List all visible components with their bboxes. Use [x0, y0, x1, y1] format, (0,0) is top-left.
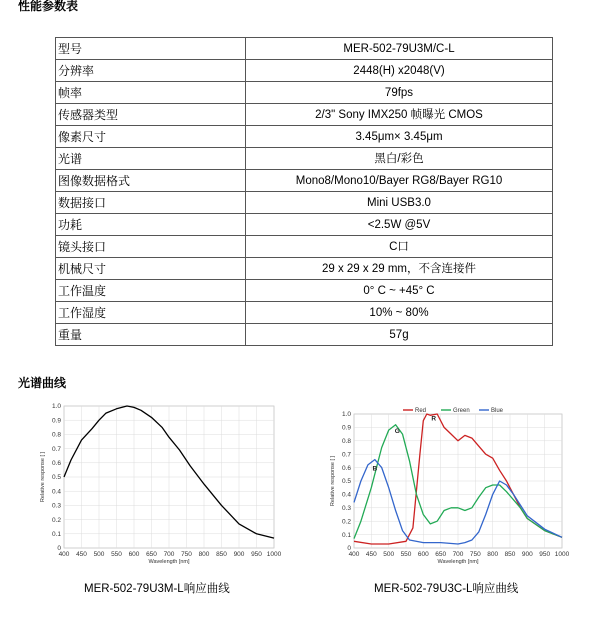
x-tick-label: 500 [93, 551, 105, 558]
spec-key: 机械尺寸 [56, 258, 246, 280]
x-tick-label: 850 [504, 551, 516, 558]
x-tick-label: 600 [417, 551, 429, 558]
y-tick-label: 1.0 [51, 403, 61, 411]
x-tick-label: 950 [251, 551, 262, 558]
y-tick-label: 0 [57, 545, 61, 553]
x-tick-label: 700 [163, 551, 175, 558]
legend-label: Green [453, 408, 470, 414]
color-chart-caption: MER-502-79U3C-L响应曲线 [374, 583, 519, 595]
spec-value: <2.5W @5V [246, 214, 553, 236]
y-tick-label: 0.9 [341, 424, 351, 432]
spec-row [56, 280, 553, 302]
y-tick-label: 0.4 [341, 491, 351, 499]
y-tick-label: 0.8 [51, 431, 61, 439]
mono-response-chart [40, 398, 282, 570]
x-tick-label: 600 [128, 551, 140, 558]
x-tick-label: 400 [348, 551, 360, 558]
spec-key: 工作湿度 [56, 302, 246, 324]
spec-value: 2448(H) x2048(V) [246, 60, 553, 82]
x-tick-label: 550 [400, 551, 412, 558]
spec-value: C口 [246, 236, 553, 258]
spec-row [56, 258, 553, 280]
spec-table [55, 37, 553, 346]
color-response-chart [328, 398, 568, 570]
x-tick-label: 950 [539, 551, 551, 558]
spec-row [56, 148, 553, 170]
legend-label: Red [415, 408, 427, 414]
legend-item-blue [479, 408, 504, 414]
legend-item-red [403, 408, 426, 414]
x-tick-label: 550 [111, 551, 122, 558]
spec-key: 帧率 [56, 82, 246, 104]
section-title-params: 性能参数表 [18, 0, 79, 13]
spec-key: 工作温度 [56, 280, 246, 302]
spec-value: 黑白/彩色 [246, 148, 553, 170]
x-tick-label: 900 [521, 551, 533, 558]
x-tick-label: 650 [435, 551, 447, 558]
y-tick-label: 0.4 [51, 488, 61, 496]
spec-row [56, 170, 553, 192]
y-axis-label: Relative response [ ] [40, 451, 46, 503]
spec-key: 图像数据格式 [56, 170, 246, 192]
y-tick-label: 0.5 [341, 478, 351, 486]
y-tick-label: 0.1 [51, 531, 61, 538]
curve-annotation: G [394, 427, 400, 435]
x-tick-label: 900 [233, 551, 245, 558]
spec-key: 分辨率 [56, 60, 246, 82]
spec-value: MER-502-79U3M/C-L [246, 38, 553, 60]
x-tick-label: 700 [452, 551, 464, 558]
spec-value: 2/3" Sony IMX250 帧曝光 CMOS [246, 104, 553, 126]
spec-value: 79fps [246, 82, 553, 104]
y-tick-label: 0.2 [341, 518, 351, 526]
spec-key: 镜头接口 [56, 236, 246, 258]
x-tick-label: 1000 [266, 551, 282, 558]
spec-value: 0° C ~ +45° C [246, 280, 553, 302]
y-tick-label: 0.9 [51, 417, 61, 425]
x-tick-label: 400 [58, 551, 70, 558]
y-tick-label: 1.0 [341, 411, 351, 419]
x-tick-label: 750 [469, 551, 481, 558]
x-tick-label: 750 [181, 551, 192, 558]
spec-key: 数据接口 [56, 192, 246, 214]
legend-label: Blue [491, 408, 504, 414]
x-tick-label: 450 [76, 551, 87, 558]
spec-value: Mono8/Mono10/Bayer RG8/Bayer RG10 [246, 170, 553, 192]
x-axis-label: Wavelength [nm] [148, 559, 190, 565]
x-tick-label: 1000 [554, 551, 570, 558]
y-tick-label: 0.1 [341, 531, 351, 539]
spec-key: 型号 [56, 38, 246, 60]
y-tick-label: 0.2 [51, 516, 61, 524]
spec-key: 像素尺寸 [56, 126, 246, 148]
spec-value: 29 x 29 x 29 mm，不含连接件 [246, 258, 553, 280]
spec-value: Mini USB3.0 [246, 192, 553, 214]
spec-row [56, 38, 553, 60]
x-tick-label: 500 [383, 551, 395, 558]
y-tick-label: 0.5 [51, 474, 61, 482]
spec-row [56, 214, 553, 236]
y-tick-label: 0 [347, 545, 351, 553]
spec-key: 重量 [56, 324, 246, 346]
x-tick-label: 650 [146, 551, 157, 558]
spec-row [56, 82, 553, 104]
spec-row [56, 192, 553, 214]
y-tick-label: 0.6 [51, 460, 61, 467]
y-tick-label: 0.6 [341, 464, 351, 472]
spec-row [56, 60, 553, 82]
spec-value: 3.45μm× 3.45μm [246, 126, 553, 148]
section-title-curves: 光谱曲线 [18, 376, 67, 390]
y-tick-label: 0.3 [51, 502, 61, 510]
curve-annotation: B [372, 465, 378, 473]
y-tick-label: 0.7 [341, 451, 351, 459]
spec-value: 10% ~ 80% [246, 302, 553, 324]
spec-row [56, 236, 553, 258]
x-tick-label: 850 [216, 551, 227, 558]
spec-key: 光谱 [56, 148, 246, 170]
spec-row [56, 126, 553, 148]
y-axis-label: Relative response [ ] [330, 455, 336, 507]
legend-item-green [441, 408, 470, 414]
y-tick-label: 0.3 [341, 505, 351, 512]
spec-row [56, 324, 553, 346]
x-tick-label: 450 [365, 551, 377, 558]
x-axis-label: Wavelength [nm] [437, 559, 479, 565]
y-tick-label: 0.7 [51, 445, 61, 453]
spec-key: 功耗 [56, 214, 246, 236]
spec-row [56, 104, 553, 126]
mono-chart-caption: MER-502-79U3M-L响应曲线 [84, 583, 230, 595]
x-tick-label: 800 [198, 551, 210, 558]
spec-value: 57g [246, 324, 553, 346]
spec-row [56, 302, 553, 324]
spec-key: 传感器类型 [56, 104, 246, 126]
x-tick-label: 800 [487, 551, 499, 558]
curve-annotation: R [431, 415, 437, 423]
y-tick-label: 0.8 [341, 438, 351, 445]
